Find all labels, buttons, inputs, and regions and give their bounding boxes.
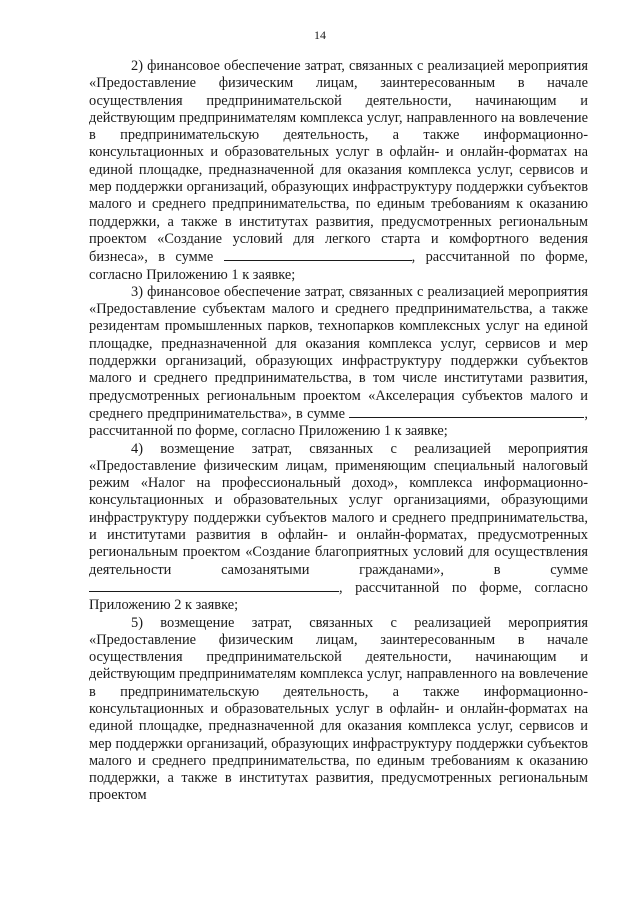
- page-number: 14: [314, 28, 326, 42]
- document-body: [89, 58, 588, 805]
- paragraph-item-2: [89, 58, 588, 284]
- paragraph-text: 4) возмещение затрат, связанных с реализацией мероприятия «Предоставление физическим лицам, применяющим специальный налоговый режим «Налог на профессиональный доход», комплекса информационно-консультационных и образовательных услуг организациями, образующими инфраструктуру поддержки субъектов малого и среднего предпринимательства, и институтами развития в офлайн- и онлайн-форматах, предусмотренных региональным проектом «Создание благоприятных условий для осуществления деятельности самозанятыми гражданами», в сумме: [89, 440, 588, 578]
- amount-blank-field: [89, 579, 339, 592]
- paragraph-text-tail: , рассчитанной по форме, согласно Приложению 2 к заявке;: [89, 579, 588, 614]
- paragraph-text-tail: , рассчитанной по форме, согласно Приложению 1 к заявке;: [89, 249, 588, 283]
- paragraph-text: 5) возмещение затрат, связанных с реализацией мероприятия «Предоставление физическим лицам, заинтересованным в начале осуществления предпринимательской деятельности, начинающим и действующим предпринимателям комплекса услуг, направленного на вовлечение в предпринимательскую деятельность, а также информационно-консультационных и образовательных услуг в офлайн- и онлайн-форматах на единой площадке, предназначенной для оказания комплекса услуг, сервисов и мер поддержки организаций, образующих инфраструктуру поддержки субъектов малого и среднего предпринимательства, по единым требованиям к оказанию поддержки, а также в институтах развития, предусмотренных региональным проектом: [89, 614, 588, 804]
- paragraph-item-3: [89, 284, 588, 441]
- paragraph-text: 3) финансовое обеспечение затрат, связанных с реализацией мероприятия «Предоставление субъектам малого и среднего предпринимательства, а также резидентам промышленных парков, технопарков комплексных услуг на единой площадке, предназначенной для оказания комплекса услуг, сервисов и мер поддержки организаций, образующих инфраструктуру поддержки субъектов малого и среднего предпринимательства, в том числе институтами развития, предусмотренных региональным проектом «Акселерация субъектов малого и среднего предпринимательства», в сумме: [89, 283, 588, 422]
- amount-blank-field: [349, 405, 584, 418]
- paragraph-item-5: [89, 615, 588, 805]
- paragraph-item-4: [89, 441, 588, 615]
- amount-blank-field: [224, 248, 412, 261]
- paragraph-text: 2) финансовое обеспечение затрат, связанных с реализацией мероприятия «Предоставление физическим лицам, заинтересованным в начале осуществления предпринимательской деятельности, начинающим и действующим предпринимателям комплекса услуг, направленного на вовлечение в предпринимательскую деятельность, а также информационно-консультационных и образовательных услуг в офлайн- и онлайн-форматах на единой площадке, предназначенной для оказания комплекса услуг, сервисов и мер поддержки организаций, образующих инфраструктуру поддержки субъектов малого и среднего предпринимательства, по единым требованиям к оказанию поддержки, а также в институтах развития, предусмотренных региональным проектом «Создание условий для легкого старта и комфортного ведения бизнеса», в сумме: [89, 58, 588, 266]
- paragraph-text-tail: , рассчитанной по форме, согласно Приложению 1 к заявке;: [89, 405, 588, 440]
